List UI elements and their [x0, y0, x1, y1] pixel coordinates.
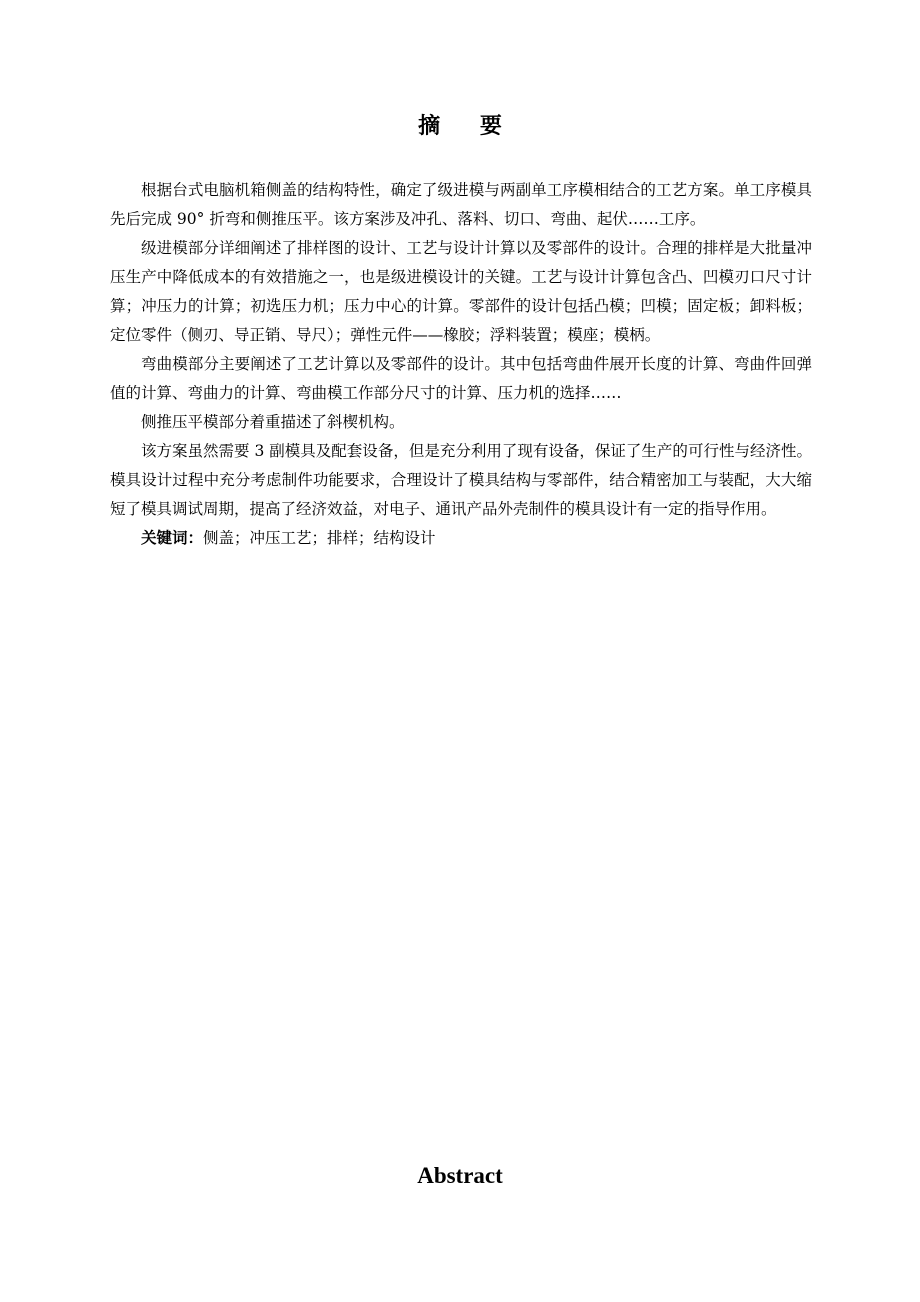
- abstract-paragraph-3: 弯曲模部分主要阐述了工艺计算以及零部件的设计。其中包括弯曲件展开长度的计算、弯曲件回弹值的计算、弯曲力的计算、弯曲模工作部分尺寸的计算、压力机的选择……: [110, 355, 812, 402]
- english-abstract-title: Abstract: [417, 1163, 503, 1188]
- keywords-value: 侧盖；冲压工艺；排样；结构设计: [203, 529, 436, 547]
- chinese-abstract-title: 摘 要: [418, 113, 518, 139]
- abstract-paragraph-4: 侧推压平模部分着重描述了斜楔机构。: [141, 413, 405, 431]
- keywords-label: 关键词：: [141, 529, 204, 547]
- abstract-paragraph-2: 级进模部分详细阐述了排样图的设计、工艺与设计计算以及零部件的设计。合理的排样是大批量冲压生产中降低成本的有效措施之一，也是级进模设计的关键。工艺与设计计算包含凸、凹模刃口尺寸计算；冲压力的计算；初选压力机；压力中心的计算。零部件的设计包括凸模；凹模；固定板；卸料板；定位零件（侧刃、导正销、导尺）；弹性元件——橡胶；浮料装置；模座；模柄。: [110, 239, 812, 344]
- abstract-paragraph-5: 该方案虽然需要 3 副模具及配套设备，但是充分利用了现有设备，保证了生产的可行性与经济性。模具设计过程中充分考虑制件功能要求，合理设计了模具结构与零部件，结合精密加工与装配，大大缩短了模具调试周期，提高了经济效益，对电子、通讯产品外壳制件的模具设计有一定的指导作用。: [110, 442, 812, 518]
- abstract-paragraph-1: 根据台式电脑机箱侧盖的结构特性，确定了级进模与两副单工序模相结合的工艺方案。单工序模具先后完成 90° 折弯和侧推压平。该方案涉及冲孔、落料、切口、弯曲、起伏……工序。: [110, 181, 812, 228]
- abstract-body: [110, 176, 812, 553]
- keywords-line: [110, 524, 812, 553]
